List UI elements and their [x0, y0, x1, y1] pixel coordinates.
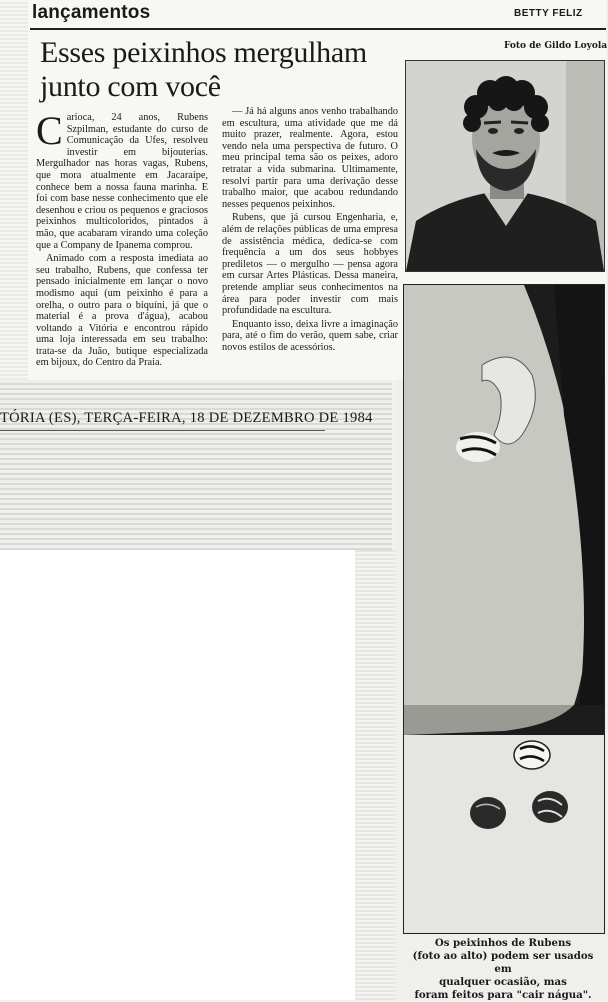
- caption-line: qualquer ocasião, mas: [439, 976, 567, 988]
- photo-credit: Foto de Gildo Loyola: [504, 41, 608, 51]
- dateline-rule: [0, 430, 325, 431]
- earrings-illustration: [404, 285, 604, 933]
- author-byline: BETTY FELIZ: [514, 8, 583, 19]
- headline-line-2: junto com você: [40, 70, 221, 103]
- paragraph: Enquanto isso, deixa livre a imaginação para, até o fim do verão, quem sabe, criar novos estilos de acessórios.: [222, 318, 398, 353]
- scan-strip: [355, 550, 395, 1000]
- headline: [40, 36, 400, 104]
- fish-piece-icon: [514, 741, 550, 769]
- blank-area: [0, 550, 355, 1000]
- paragraph: Rubens, que já cursou Engenharia, e, além de relações públicas de uma empresa de assistência médica, dedica-se com frequência a um dos seus hobbyes prediletos — o mergulho — pensa agora em cursar Artes Plásticas. Dessa maneira, pretende ampliar seus conhecimentos na área para poder investir com mais profundidade na escultura.: [222, 212, 398, 317]
- photo-caption: [405, 937, 601, 1002]
- dateline: TÓRIA (ES), TERÇA-FEIRA, 18 DE DEZEMBRO DE 1984: [0, 410, 373, 426]
- fish-piece-icon: [532, 791, 568, 823]
- article-column-2: [222, 106, 398, 355]
- paragraph: Carioca, 24 anos, Rubens Szpilman, estudante do curso de Comunicação da Ufes, resolveu investir em bijouterias. Mergulhador nas horas vagas, Rubens, que mora atualmente em Jacaraípe, conhece bem a nossa fauna marinha. E foi com base nesse conhecimento que ele desenhou e criou os pequenos e graciosos peixinhos multicoloridos, pintados à mão, que acabaram virando uma coleção que a Company de Ipanema comprou.: [36, 108, 208, 251]
- article-column-1: [36, 108, 208, 371]
- earrings-photo: [403, 284, 605, 934]
- caption-line: Os peixinhos de Rubens: [434, 937, 572, 949]
- fish-piece-icon: [470, 797, 506, 829]
- scan-background-middle: [0, 380, 392, 550]
- caption-line: (foto ao alto) podem ser usados em: [412, 950, 594, 975]
- fish-earring-icon: [456, 432, 500, 462]
- section-label: lançamentos: [32, 2, 151, 23]
- header-rule: [30, 28, 606, 30]
- drop-cap: C: [36, 108, 63, 153]
- headline-line-1: Esses peixinhos mergulham: [40, 36, 367, 69]
- portrait-illustration: [406, 61, 604, 271]
- paragraph: Animado com a resposta imediata ao seu trabalho, Rubens, que confessa ter pensado inicialmente em lançar o novo modismo aqui (um peixinho é para a orelha, o outro para o biquíni, já que o material é a prova d'água), acabou voltando a Vitória e encontrou rápido uma loja interessada em seu trabalho: trata-se da Juão, butique especializada em bijoux, do Centro da Praia.: [36, 253, 208, 369]
- caption-line: foram feitos para "cair nágua".: [414, 989, 592, 1001]
- paragraph: — Já há alguns anos venho trabalhando em escultura, uma atividade que me dá muito prazer, realmente. Agora, estou vendo nela uma perspectiva de futuro. O meu principal tema são os peixes, adoro retratar a vida submarina. Ultimamente, resolvi partir para uma derivação desse trabalho maior, que acabou redundando nesses pequenos peixinhos.: [222, 106, 398, 210]
- portrait-photo: [405, 60, 605, 272]
